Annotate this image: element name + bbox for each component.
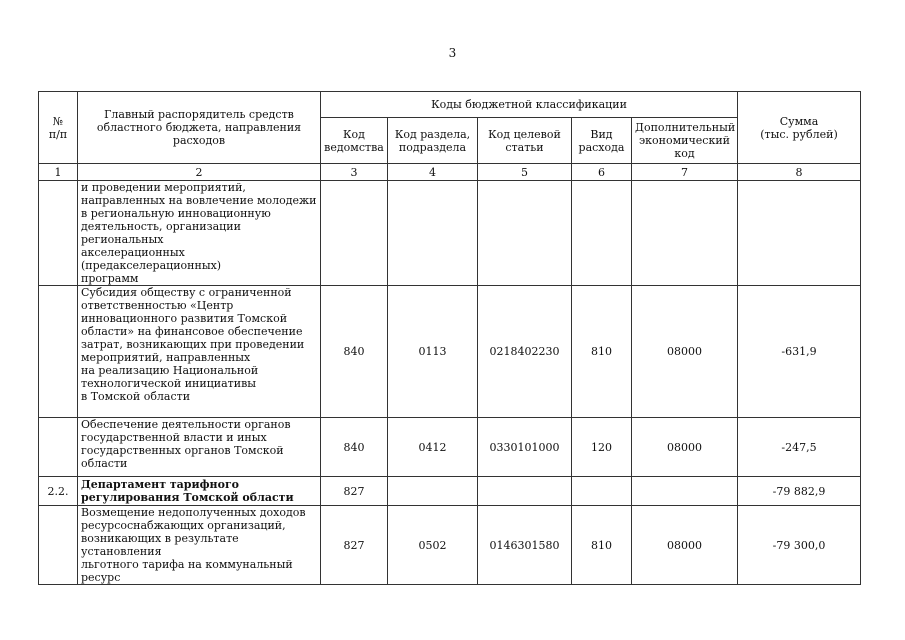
column-number: 4 <box>388 164 478 181</box>
row-type-code: 810 <box>572 286 632 418</box>
column-number: 8 <box>738 164 861 181</box>
row-description: Департамент тарифного регулирования Томской области <box>78 477 321 506</box>
row-target-code <box>478 181 572 286</box>
row-num <box>39 181 78 286</box>
page-number: 3 <box>448 46 457 60</box>
header-row-top <box>39 92 861 118</box>
row-dept-code <box>321 181 388 286</box>
row-target-code: 0330101000 <box>478 418 572 477</box>
row-type-code: 810 <box>572 506 632 585</box>
header-code-target: Код целевой статьи <box>478 118 572 164</box>
row-extra-code <box>632 181 738 286</box>
row-num <box>39 418 78 477</box>
row-dept-code: 827 <box>321 477 388 506</box>
row-description: и проведении мероприятий, направленных на вовлечение молодежи в региональную инновационную деятельность, организации региональных акселерационных (предакселерационных) программ <box>78 181 321 286</box>
column-number: 3 <box>321 164 388 181</box>
row-sum: -79 882,9 <box>738 477 861 506</box>
header-sum: Сумма (тыс. рублей) <box>738 92 861 164</box>
row-extra-code <box>632 477 738 506</box>
row-description: Субсидия обществу с ограниченной ответственностью «Центр инновационного развития Томской области» на финансовое обеспечение затрат, возникающих при проведении мероприятий, направленных на реализацию Национальной технологической инициативы в Томской области <box>78 286 321 418</box>
column-number: 6 <box>572 164 632 181</box>
row-type-code <box>572 477 632 506</box>
header-code-dept: Код ведомства <box>321 118 388 164</box>
row-section-code: 0412 <box>388 418 478 477</box>
header-code-type: Вид расхода <box>572 118 632 164</box>
row-extra-code: 08000 <box>632 286 738 418</box>
row-num <box>39 286 78 418</box>
header-main: Главный распорядитель средств областного бюджета, направления расходов <box>78 92 321 164</box>
table-row <box>39 286 861 418</box>
row-type-code <box>572 181 632 286</box>
column-number-row <box>39 164 861 181</box>
row-num <box>39 506 78 585</box>
row-sum: -79 300,0 <box>738 506 861 585</box>
row-extra-code: 08000 <box>632 418 738 477</box>
budget-table <box>38 91 861 585</box>
row-description: Обеспечение деятельности органов государственной власти и иных государственных органов Томской области <box>78 418 321 477</box>
row-sum: -247,5 <box>738 418 861 477</box>
column-number: 1 <box>39 164 78 181</box>
row-target-code <box>478 477 572 506</box>
column-number: 5 <box>478 164 572 181</box>
row-target-code: 0146301580 <box>478 506 572 585</box>
row-description: Возмещение недополученных доходов ресурсоснабжающих организаций, возникающих в результате установления льготного тарифа на коммунальный ресурс <box>78 506 321 585</box>
table-row <box>39 181 861 286</box>
row-sum <box>738 181 861 286</box>
header-code-extra: Дополнительный экономический код <box>632 118 738 164</box>
row-target-code: 0218402230 <box>478 286 572 418</box>
header-num: № п/п <box>39 92 78 164</box>
header-code-section: Код раздела, подраздела <box>388 118 478 164</box>
row-type-code: 120 <box>572 418 632 477</box>
header-codes-group: Коды бюджетной классификации <box>321 92 738 118</box>
row-dept-code: 840 <box>321 418 388 477</box>
row-num: 2.2. <box>39 477 78 506</box>
row-section-code <box>388 181 478 286</box>
row-section-code: 0502 <box>388 506 478 585</box>
table-row <box>39 506 861 585</box>
row-sum: -631,9 <box>738 286 861 418</box>
column-number: 2 <box>78 164 321 181</box>
row-section-code: 0113 <box>388 286 478 418</box>
row-dept-code: 840 <box>321 286 388 418</box>
row-extra-code: 08000 <box>632 506 738 585</box>
column-number: 7 <box>632 164 738 181</box>
table-row-department <box>39 477 861 506</box>
table-row <box>39 418 861 477</box>
row-dept-code: 827 <box>321 506 388 585</box>
row-section-code <box>388 477 478 506</box>
